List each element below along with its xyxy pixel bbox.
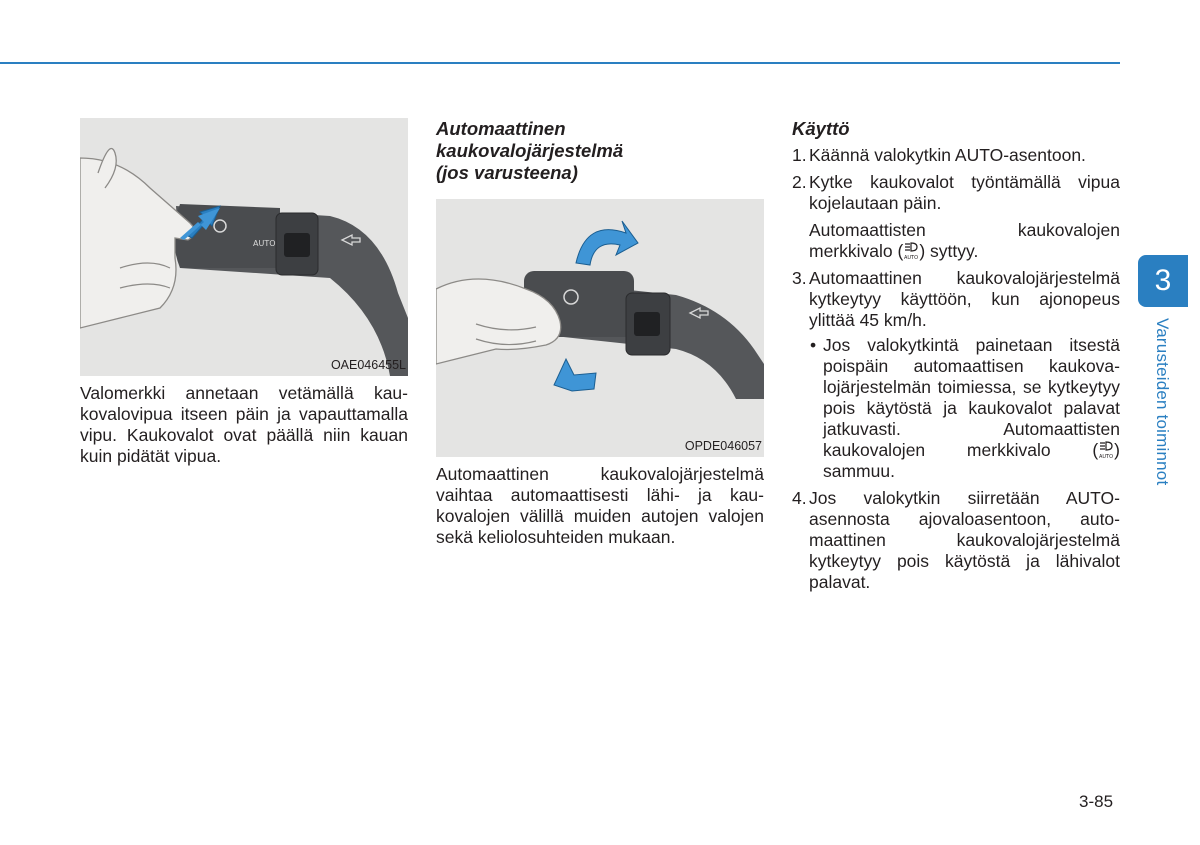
section-heading (436, 118, 764, 184)
header-rule (0, 62, 1120, 64)
chapter-tab: 3 (1138, 255, 1188, 307)
figure-auto-high-beam (436, 199, 764, 457)
heading-line-2: kaukovalojärjestelmä (436, 140, 624, 161)
auto-high-beam-illustration (436, 199, 764, 457)
indicator-auto-text: AUTO (904, 255, 919, 260)
indicator-auto-text: AUTO (1099, 454, 1114, 459)
step-4: 4. Jos valokytkin siirretään AUTO-asennosta ajovaloasentoon, automaattinen kaukovalojärjestelmä kytkeytyy pois käytöstä ja lähivalot palavat. (792, 488, 1120, 592)
column-right (792, 118, 1120, 599)
auto-high-beam-indicator-icon (1098, 441, 1114, 459)
column-middle (436, 118, 764, 548)
step-3-bullets (809, 335, 1120, 482)
step-2: 2. Kytke kaukovalot työntämällä vipua kojelautaan päin. Automaattisten kaukovalojen merkkivalo ( AUTO ) syttyy. (792, 172, 1120, 261)
operation-steps (792, 145, 1120, 593)
step-1: 1. Käännä valokytkin AUTO-asentoon. (792, 145, 1086, 165)
svg-text:AUTO: AUTO (253, 239, 276, 248)
heading-line-1: Automaattinen (436, 118, 566, 139)
auto-high-beam-indicator-icon (903, 242, 919, 260)
heading-line-3: (jos varusteena) (436, 162, 578, 183)
figure-flash-lever (80, 118, 408, 376)
headlamp-flash-illustration (80, 118, 408, 376)
step-2-indicator-note: Automaattisten kaukovalojen merkkivalo ( AUTO ) syttyy. (809, 220, 1120, 261)
auto-high-beam-paragraph: Automaattinen kaukovalojärjestelmä vaihtaa automaattisesti lähi- ja kaukovalojen välillä muiden autojen valojen sekä keliolosuhteiden mukaan. (436, 464, 764, 547)
figure-code: OAE046455L (330, 358, 406, 372)
figure-code: OPDE046057 (684, 439, 762, 453)
step-3-bullet: • Jos valokytkintä painetaan itsestä poispäin automaattisen kaukovalojärjestelmän toimiessa, se kytkeytyy pois käytöstä ja kaukovalot palavat jatkuvasti. Automaattisten kaukovalojen merkkivalo ( AUTO ) sammuu. (810, 335, 1120, 481)
page-number: 3-85 (1079, 792, 1114, 811)
step-3: 3. Automaattinen kaukovalojärjestelmä kytkeytyy käyttöön, kun ajonopeus ylittää 45 km/h. • Jos valokytkintä painetaan itsestä poispäin automaattisen kaukovalojärjestelmän toimiessa, se kytkeytyy pois käytöstä ja kaukovalot palavat jatkuvasti. Automaattisten kaukovalojen merkkivalo ( AUTO ) sammuu. (792, 268, 1120, 481)
operation-heading: Käyttö (792, 118, 850, 139)
flash-paragraph: Valomerkki annetaan vetämällä kaukovalovipua itseen päin ja vapauttamalla vipu. Kaukovalot ovat päällä niin kauan kuin pidätät vipua. (80, 383, 408, 466)
column-left (80, 118, 408, 467)
chapter-title: Varusteiden toiminnot (1153, 318, 1172, 486)
